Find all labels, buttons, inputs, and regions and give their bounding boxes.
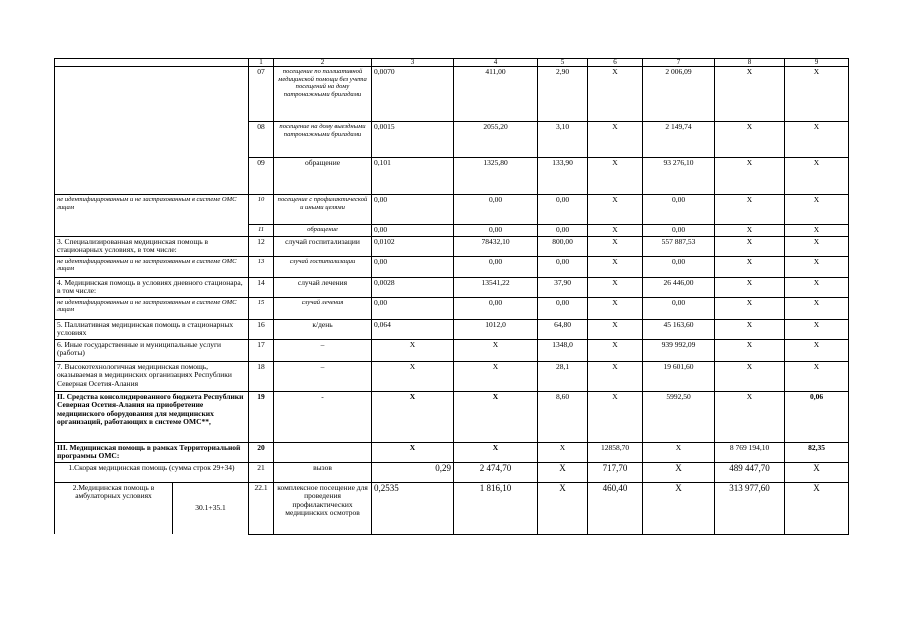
value-cell: X (454, 391, 538, 442)
value-cell: X (715, 225, 785, 237)
header-row (55, 59, 849, 67)
value-cell: X (785, 256, 849, 277)
unit-cell: случай госпитализации (274, 256, 372, 277)
value-cell: 557 887,53 (643, 236, 715, 256)
row-number: 09 (249, 158, 274, 195)
value-cell: X (715, 256, 785, 277)
value-cell: X (785, 158, 849, 195)
value-cell: X (785, 297, 849, 319)
row-label: не идентифицированным и не застрахованным в системе ОМС лицам (55, 195, 249, 237)
value-cell: X (454, 361, 538, 391)
value-cell: 0,00 (372, 195, 454, 225)
row-label: 7. Высокотехнологичная медицинская помощь, оказываемая в медицинских организациях Республики Северная Осетия-Алания (55, 361, 249, 391)
unit-cell: случай госпитализации (274, 236, 372, 256)
value-cell: X (715, 297, 785, 319)
value-cell: 0,00 (538, 297, 588, 319)
value-cell: X (588, 67, 643, 122)
value-cell: X (588, 391, 643, 442)
row-number: 13 (249, 256, 274, 277)
row-label: III. Медицинская помощь в рамках Территориальной программы ОМС: (55, 442, 249, 462)
row-number: 22.1 (249, 482, 274, 534)
row-number: 07 (249, 67, 274, 122)
row-label (55, 482, 173, 534)
unit-cell: посещение с профилактической и иными целями (274, 195, 372, 225)
value-cell: 5992,50 (643, 391, 715, 442)
row-label: не идентифицированным и не застрахованным в системе ОМС лицам (55, 256, 249, 277)
header-cell: 5 (538, 59, 588, 67)
header-cell: 9 (785, 59, 849, 67)
value-cell: 0,00 (643, 256, 715, 277)
row-number: 08 (249, 122, 274, 158)
value-cell: X (715, 195, 785, 225)
table-row (55, 319, 849, 339)
value-cell: 411,00 (454, 67, 538, 122)
value-cell: 19 601,60 (643, 361, 715, 391)
value-cell: X (715, 339, 785, 361)
value-cell: 0,00 (538, 256, 588, 277)
value-cell: X (372, 391, 454, 442)
value-cell: 939 992,09 (643, 339, 715, 361)
value-cell: 45 163,60 (643, 319, 715, 339)
value-cell: 93 276,10 (643, 158, 715, 195)
value-cell: 1348,0 (538, 339, 588, 361)
value-cell: 2055,20 (454, 122, 538, 158)
value-cell: 0,00 (538, 225, 588, 237)
unit-cell: случай лечения (274, 277, 372, 297)
value-cell: X (372, 339, 454, 361)
value-cell: 0,0070 (372, 67, 454, 122)
value-cell: X (372, 442, 454, 462)
value-cell: X (715, 319, 785, 339)
value-cell: 0,00 (454, 225, 538, 237)
value-cell: X (785, 339, 849, 361)
value-cell: 0,00 (643, 297, 715, 319)
value-cell: X (372, 361, 454, 391)
table-row (55, 256, 849, 277)
value-cell: 0,00 (454, 256, 538, 277)
value-cell: 0,00 (538, 195, 588, 225)
row-number: 17 (249, 339, 274, 361)
row-number: 11 (249, 225, 274, 237)
value-cell: 0,2535 (372, 482, 454, 534)
value-cell: X (588, 361, 643, 391)
row-number: 12 (249, 236, 274, 256)
row-label: не идентифицированным и не застрахованным в системе ОМС лицам (55, 297, 249, 319)
unit-cell: – (274, 361, 372, 391)
table-row (55, 67, 849, 122)
value-cell: X (643, 442, 715, 462)
value-cell: X (643, 462, 715, 482)
value-cell: 28,1 (538, 361, 588, 391)
row-label-text: 2.Медицинская помощь в амбулаторных условиях (72, 482, 155, 500)
value-cell: X (715, 158, 785, 195)
value-cell: X (588, 339, 643, 361)
value-cell: 82,35 (785, 442, 849, 462)
unit-cell: комплексное посещение для проведения профилактических медицинских осмотров (274, 482, 372, 534)
value-cell: X (785, 122, 849, 158)
row-number: 21 (249, 462, 274, 482)
value-cell: 0,00 (643, 195, 715, 225)
row-reference: 30.1+35.1 (173, 482, 249, 534)
value-cell: 37,90 (538, 277, 588, 297)
unit-cell: вызов (274, 462, 372, 482)
unit-cell: обращение (274, 225, 372, 237)
value-cell: 460,40 (588, 482, 643, 534)
row-label: 1.Скорая медицинская помощь (сумма строк 29+34) (55, 462, 249, 482)
value-cell: X (588, 319, 643, 339)
value-cell: X (715, 277, 785, 297)
table-row (55, 442, 849, 462)
value-cell: X (588, 256, 643, 277)
row-number: 10 (249, 195, 274, 225)
value-cell: X (715, 122, 785, 158)
value-cell: X (715, 236, 785, 256)
unit-cell: посещение по паллиативной медицинской помощи без учета посещений на дому патронажными бригадами (274, 67, 372, 122)
value-cell: X (538, 482, 588, 534)
value-cell: 12858,70 (588, 442, 643, 462)
value-cell: 0,0015 (372, 122, 454, 158)
value-cell: X (715, 391, 785, 442)
tariff-table-page (54, 58, 848, 535)
value-cell: 0,0102 (372, 236, 454, 256)
value-cell: X (785, 361, 849, 391)
value-cell: 78432,10 (454, 236, 538, 256)
row-number: 20 (249, 442, 274, 462)
row-number: 14 (249, 277, 274, 297)
table-row (55, 391, 849, 442)
value-cell: X (538, 462, 588, 482)
value-cell: 0,00 (372, 297, 454, 319)
value-cell: 0,00 (372, 256, 454, 277)
value-cell: X (454, 442, 538, 462)
unit-cell (274, 442, 372, 462)
unit-cell: – (274, 339, 372, 361)
value-cell: X (715, 361, 785, 391)
value-cell: 489 447,70 (715, 462, 785, 482)
value-cell: X (588, 122, 643, 158)
value-cell: X (643, 482, 715, 534)
value-cell: 26 446,00 (643, 277, 715, 297)
value-cell: 8 769 194,10 (715, 442, 785, 462)
value-cell: 2,90 (538, 67, 588, 122)
value-cell: 13541,22 (454, 277, 538, 297)
value-cell: 717,70 (588, 462, 643, 482)
value-cell: X (785, 225, 849, 237)
unit-cell: к/день (274, 319, 372, 339)
value-cell: X (785, 462, 849, 482)
value-cell: 0,00 (372, 225, 454, 237)
value-cell: 1325,80 (454, 158, 538, 195)
header-cell (55, 59, 249, 67)
value-cell: X (588, 158, 643, 195)
row-label: II. Средства консолидированного бюджета Республики Северная Осетия-Алания на приобретение медицинского оборудования для медицинских организаций, работающих в системе ОМС**, (55, 391, 249, 442)
value-cell: 1012,0 (454, 319, 538, 339)
value-cell: 0,064 (372, 319, 454, 339)
value-cell: X (588, 277, 643, 297)
value-cell: 8,60 (538, 391, 588, 442)
value-cell: 0,06 (785, 391, 849, 442)
row-number: 16 (249, 319, 274, 339)
value-cell: X (785, 277, 849, 297)
financing-table (54, 58, 849, 535)
table-row (55, 297, 849, 319)
row-label: 3. Специализированная медицинская помощь в стационарных условиях, в том числе: (55, 236, 249, 256)
table-row (55, 236, 849, 256)
header-cell: 3 (372, 59, 454, 67)
value-cell: 0,00 (454, 195, 538, 225)
header-cell: 7 (643, 59, 715, 67)
row-label (55, 67, 249, 195)
value-cell: X (588, 236, 643, 256)
value-cell: X (785, 67, 849, 122)
unit-cell: посещение на дому выездными патронажными бригадами (274, 122, 372, 158)
value-cell: X (785, 482, 849, 534)
table-row (55, 482, 849, 534)
value-cell: X (588, 297, 643, 319)
header-cell: 1 (249, 59, 274, 67)
header-cell: 4 (454, 59, 538, 67)
row-number: 15 (249, 297, 274, 319)
value-cell: 0,00 (643, 225, 715, 237)
value-cell: 2 474,70 (454, 462, 538, 482)
value-cell: 64,80 (538, 319, 588, 339)
value-cell: 313 977,60 (715, 482, 785, 534)
value-cell: 133,90 (538, 158, 588, 195)
unit-cell: обращение (274, 158, 372, 195)
value-cell: 3,10 (538, 122, 588, 158)
value-cell: X (588, 195, 643, 225)
value-cell: 2 149,74 (643, 122, 715, 158)
value-cell: X (538, 442, 588, 462)
table-row (55, 195, 849, 225)
header-cell: 2 (274, 59, 372, 67)
value-cell: X (785, 195, 849, 225)
value-cell: X (715, 67, 785, 122)
value-cell: 2 006,09 (643, 67, 715, 122)
table-row (55, 339, 849, 361)
header-cell: 6 (588, 59, 643, 67)
value-cell: 0,101 (372, 158, 454, 195)
row-number: 18 (249, 361, 274, 391)
value-cell: 0,29 (372, 462, 454, 482)
value-cell: 800,00 (538, 236, 588, 256)
row-label: 5. Паллиативная медицинская помощь в стационарных условиях (55, 319, 249, 339)
table-row (55, 462, 849, 482)
value-cell: 0,00 (454, 297, 538, 319)
unit-cell: - (274, 391, 372, 442)
header-cell: 8 (715, 59, 785, 67)
value-cell: X (454, 339, 538, 361)
row-label: 6. Иные государственные и муниципальные услуги (работы) (55, 339, 249, 361)
value-cell: 0,0028 (372, 277, 454, 297)
row-label: 4. Медицинская помощь в условиях дневного стационара, в том числе: (55, 277, 249, 297)
value-cell: X (588, 225, 643, 237)
unit-cell: случай лечения (274, 297, 372, 319)
value-cell: 1 816,10 (454, 482, 538, 534)
value-cell: X (785, 319, 849, 339)
row-number: 19 (249, 391, 274, 442)
table-row (55, 361, 849, 391)
table-row (55, 277, 849, 297)
value-cell: X (785, 236, 849, 256)
